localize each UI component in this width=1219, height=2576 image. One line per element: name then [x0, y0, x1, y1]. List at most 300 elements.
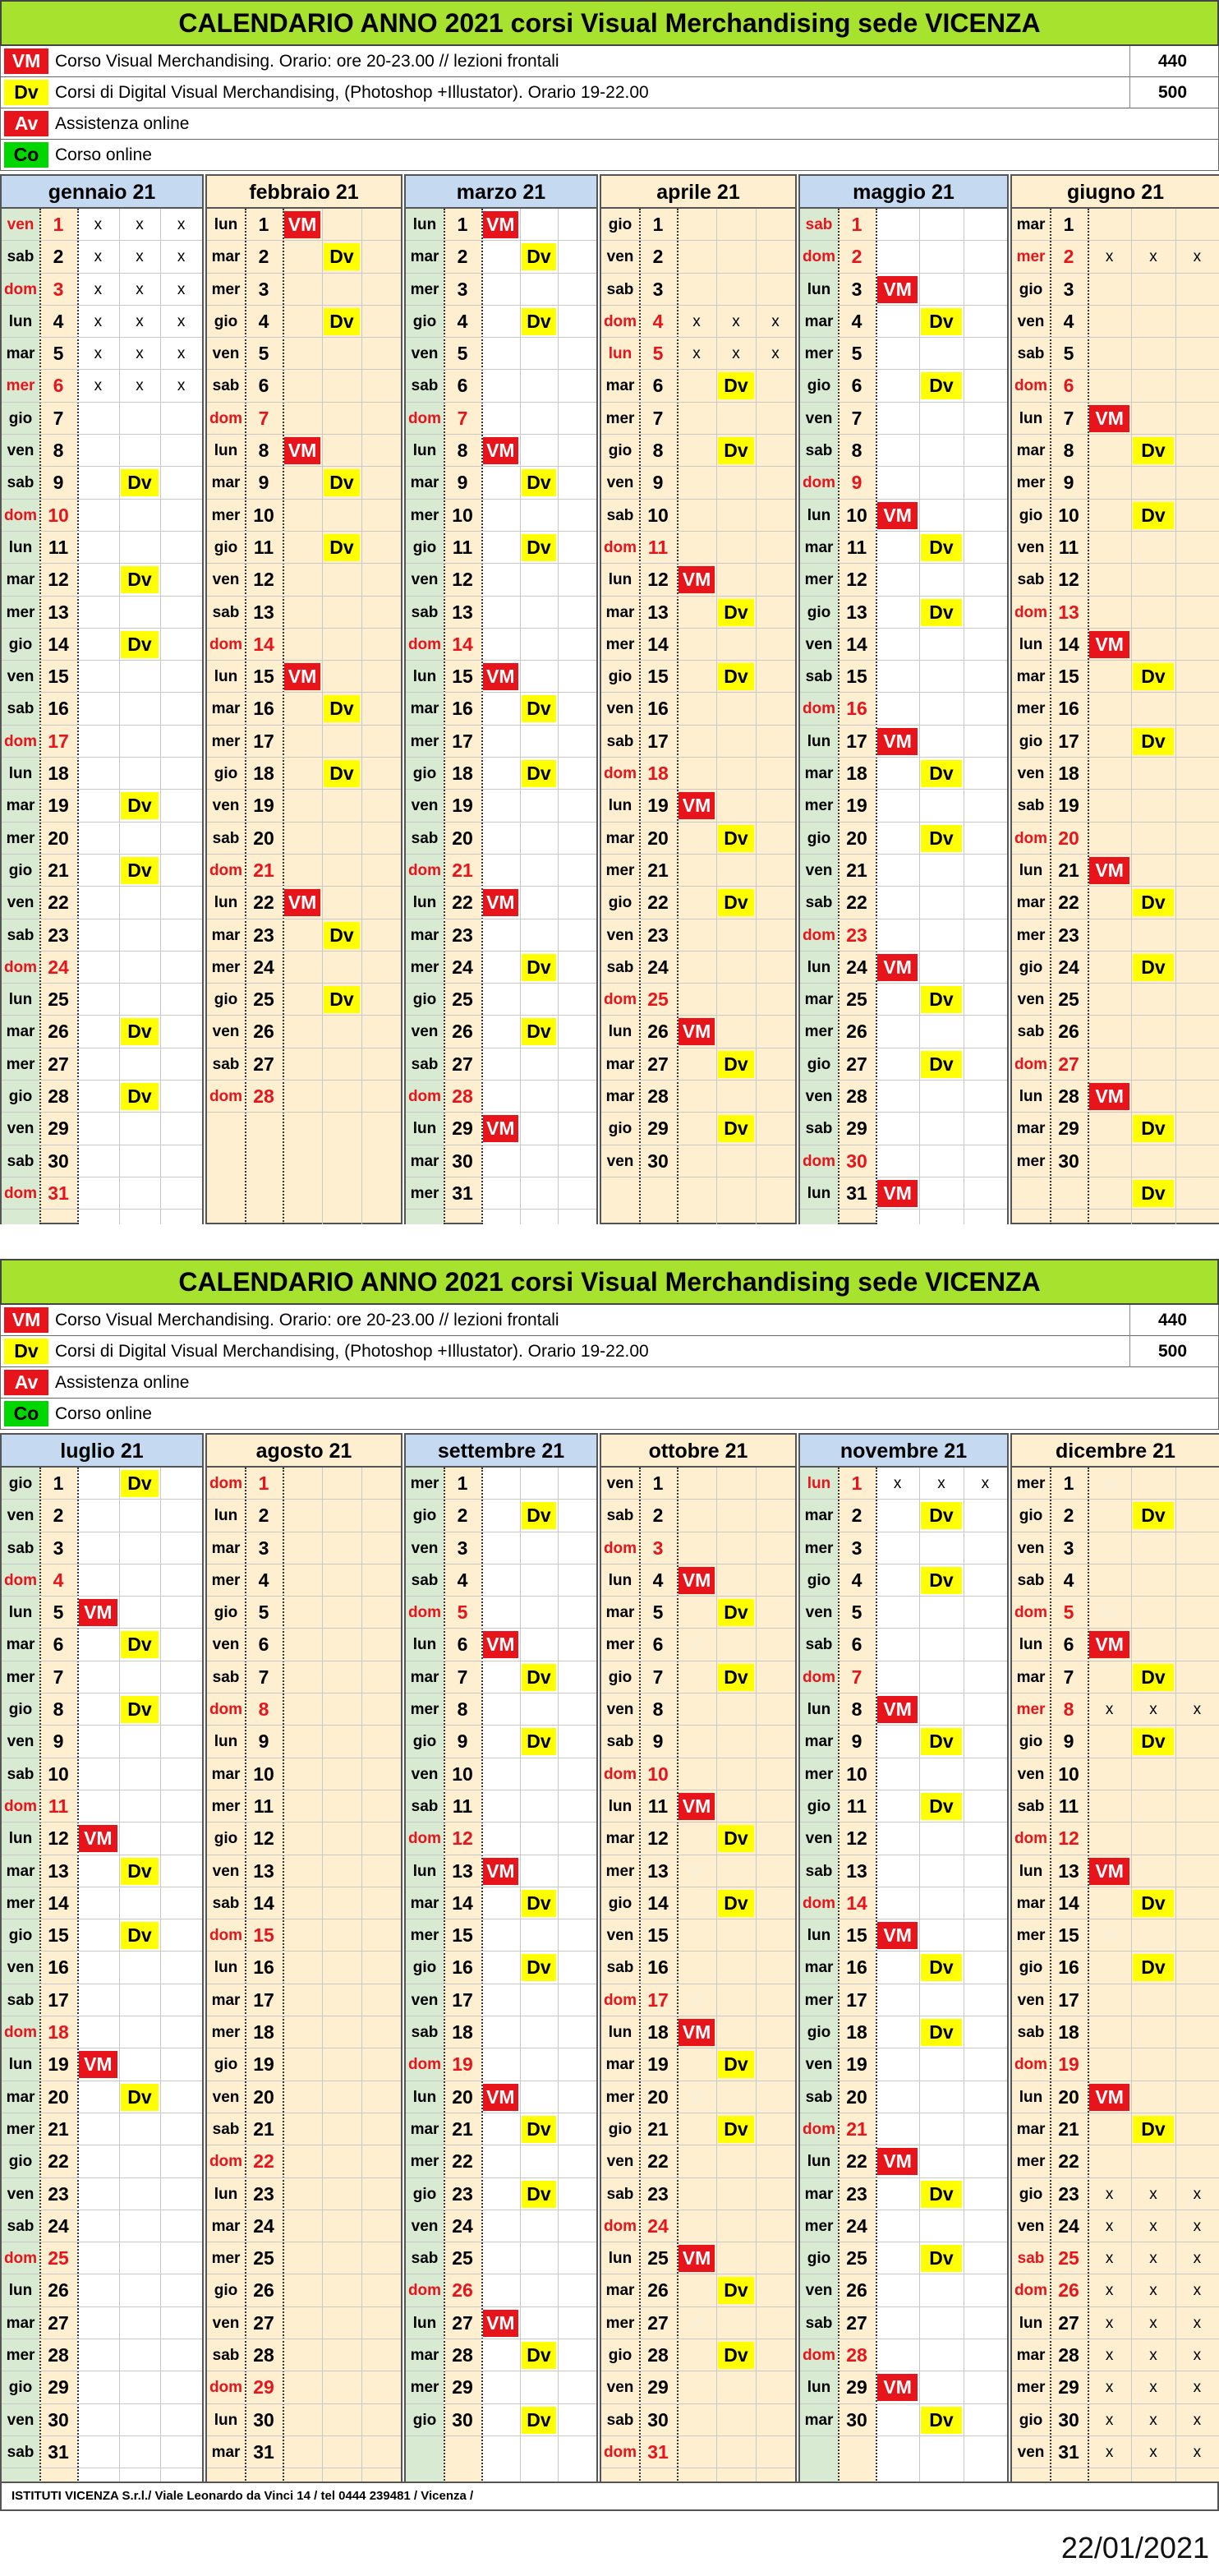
- day-number: 24: [1058, 956, 1079, 978]
- day-number: 30: [452, 1150, 473, 1172]
- day-row: [1012, 823, 1219, 855]
- weekday-label: dom: [1014, 377, 1048, 395]
- vm-lesson-badge: VM: [483, 2084, 518, 2111]
- day-row: [1012, 758, 1219, 790]
- day-number: 3: [258, 278, 269, 300]
- day-row: [601, 661, 795, 693]
- weekday-label: lun: [608, 797, 632, 815]
- day-number: 19: [48, 2053, 69, 2076]
- closed-mark: x: [1105, 2443, 1114, 2461]
- day-number: 6: [851, 375, 862, 397]
- weekday-label: ven: [1017, 991, 1045, 1009]
- day-number: 4: [53, 310, 64, 332]
- day-row: [800, 758, 1007, 790]
- day-row: [601, 1790, 795, 1823]
- weekday-label: sab: [1017, 1023, 1045, 1041]
- weekday-label: ven: [606, 1927, 634, 1945]
- day-row: [406, 2145, 596, 2177]
- day-row: [800, 2178, 1007, 2210]
- day-row: [207, 1952, 401, 1984]
- weekday-label: ven: [1017, 1991, 1045, 2009]
- day-row: [800, 403, 1007, 435]
- vm-lesson-badge: VM: [678, 1567, 715, 1594]
- weekday-label: gio: [608, 2120, 632, 2138]
- day-number: 29: [1058, 1117, 1079, 1140]
- weekday-label: dom: [407, 1830, 442, 1848]
- dv-lesson-badge: Dv: [718, 1664, 754, 1691]
- dv-lesson-badge: Dv: [121, 1018, 159, 1045]
- closed-mark: x: [1149, 2379, 1157, 2397]
- day-row: [2, 500, 202, 532]
- day-number: 28: [48, 1085, 69, 1108]
- day-row: [207, 2210, 401, 2242]
- vm-lesson-badge: VM: [1089, 1631, 1129, 1658]
- day-number: 6: [258, 375, 269, 397]
- day-row: [2, 2436, 202, 2468]
- closed-mark: x: [692, 345, 701, 363]
- closed-mark: x: [136, 377, 144, 395]
- day-row: [207, 2113, 401, 2145]
- weekday-label: sab: [805, 216, 833, 233]
- weekday-label: mer: [605, 861, 635, 879]
- day-number: 23: [48, 924, 69, 946]
- day-row: [1012, 1177, 1219, 1210]
- weekday-label: mer: [605, 2314, 635, 2332]
- day-row: [601, 1016, 795, 1048]
- weekday-label: lun: [608, 2024, 632, 2042]
- day-number: 1: [457, 214, 468, 235]
- day-row: [406, 790, 596, 822]
- day-number: 28: [846, 1085, 867, 1108]
- day-number: 25: [846, 988, 867, 1011]
- faint-mark: VI: [1102, 1475, 1117, 1491]
- legend-hours: 440: [1129, 1305, 1215, 1336]
- day-row: [406, 2307, 596, 2339]
- month-table: [404, 1433, 598, 2483]
- day-number: 6: [457, 375, 468, 397]
- dv-lesson-badge: Dv: [324, 760, 360, 787]
- weekday-label: mer: [605, 1636, 635, 1654]
- dv-lesson-badge: Dv: [1133, 502, 1173, 529]
- vm-lesson-badge: VM: [1089, 857, 1129, 884]
- day-row: [1012, 532, 1219, 564]
- vm-lesson-badge: VM: [877, 728, 918, 755]
- day-row: [1012, 338, 1219, 370]
- legend-description: Corso Visual Merchandising. Orario: ore 20-23.00 // lezioni frontali: [55, 1311, 559, 1329]
- vm-lesson-badge: VM: [483, 1115, 518, 1142]
- day-number: 5: [652, 1601, 664, 1624]
- day-row: [601, 1629, 795, 1661]
- weekday-label: sab: [212, 2347, 240, 2365]
- vm-lesson-badge: VM: [284, 663, 320, 690]
- day-number: 24: [452, 956, 473, 978]
- month-table: [205, 1433, 402, 2483]
- day-number: 4: [53, 1569, 64, 1591]
- day-row: [601, 2371, 795, 2403]
- dv-lesson-badge: Dv: [522, 2116, 557, 2143]
- weekday-label: gio: [412, 2185, 437, 2203]
- day-number: 25: [253, 2247, 274, 2270]
- weekday-label: dom: [802, 700, 836, 718]
- day-row: [406, 887, 596, 919]
- day-row: [601, 790, 795, 822]
- day-row: [2, 2274, 202, 2306]
- weekday-label: mer: [410, 506, 439, 524]
- weekday-label: gio: [807, 829, 831, 847]
- weekday-label: dom: [3, 2024, 38, 2042]
- weekday-label: sab: [7, 474, 34, 492]
- day-number: 15: [1058, 666, 1079, 688]
- day-number: 16: [846, 1956, 867, 1979]
- day-number: 9: [1063, 472, 1074, 494]
- weekday-label: mar: [410, 1894, 439, 1912]
- dv-lesson-badge: Dv: [718, 1051, 754, 1078]
- weekday-label: ven: [212, 2314, 240, 2332]
- day-number: 13: [48, 601, 69, 623]
- day-row: [1012, 629, 1219, 661]
- day-row: [800, 1823, 1007, 1855]
- day-number: 7: [53, 1666, 64, 1688]
- weekday-label: ven: [805, 409, 833, 427]
- day-row: [406, 435, 596, 467]
- day-row: [406, 1952, 596, 1984]
- weekday-label: lun: [214, 1959, 238, 1977]
- day-number: 18: [846, 2021, 867, 2044]
- day-number: 11: [48, 1795, 69, 1817]
- weekday-label: gio: [214, 765, 238, 783]
- weekday-label: gio: [1019, 958, 1043, 976]
- day-row: [207, 2274, 401, 2306]
- day-number: 26: [452, 1021, 473, 1043]
- day-number: 4: [652, 1569, 664, 1591]
- legend-code-badge: Av: [4, 111, 48, 136]
- day-number: 8: [851, 1698, 862, 1721]
- weekday-label: dom: [407, 2056, 442, 2074]
- day-number: 2: [258, 1505, 269, 1527]
- faint-mark: VI: [689, 2314, 704, 2331]
- day-number: 16: [452, 1956, 473, 1979]
- day-number: 24: [48, 956, 69, 978]
- weekday-label: mar: [410, 1668, 439, 1686]
- month-name: aprile 21: [601, 176, 795, 209]
- vm-lesson-badge: VM: [678, 1018, 715, 1045]
- day-row: [207, 597, 401, 629]
- legend-code-badge: Dv: [4, 1339, 48, 1364]
- weekday-label: dom: [802, 1894, 836, 1912]
- day-row: [800, 532, 1007, 564]
- weekday-label: ven: [212, 345, 240, 363]
- day-number: 4: [258, 310, 269, 332]
- day-row: [2, 1016, 202, 1048]
- weekday-label: mer: [6, 2347, 35, 2365]
- day-row: [2, 1145, 202, 1177]
- day-row: [406, 1145, 596, 1177]
- day-number: 26: [846, 1021, 867, 1043]
- dv-lesson-badge: Dv: [1133, 889, 1173, 916]
- dv-lesson-badge: Dv: [121, 631, 159, 658]
- day-row: [406, 823, 596, 855]
- day-row: [207, 693, 401, 725]
- legend-hours: [1129, 140, 1215, 171]
- dv-lesson-badge: Dv: [522, 1664, 557, 1691]
- weekday-label: gio: [412, 991, 437, 1009]
- day-row: [601, 1887, 795, 1919]
- weekday-label: lun: [807, 506, 831, 524]
- day-number: 21: [647, 2117, 669, 2140]
- weekday-label: lun: [8, 312, 33, 330]
- day-row: [2, 1564, 202, 1597]
- weekday-label: mer: [211, 1571, 241, 1589]
- dv-lesson-badge: Dv: [921, 1793, 961, 1820]
- weekday-label: lun: [807, 732, 831, 750]
- day-row: [2, 693, 202, 725]
- day-number: 26: [1058, 2279, 1079, 2302]
- day-row: [2, 1855, 202, 1887]
- legend-code-badge: Av: [4, 1370, 48, 1395]
- weekday-label: ven: [7, 1120, 34, 1138]
- day-row: [1012, 2307, 1219, 2339]
- day-row: [2, 403, 202, 435]
- weekday-label: sab: [7, 1152, 34, 1170]
- day-row: [2, 1597, 202, 1629]
- day-row: [800, 241, 1007, 273]
- day-number: 8: [851, 440, 862, 462]
- day-number: 13: [48, 1859, 69, 1882]
- day-number: 26: [253, 1021, 274, 1043]
- weekday-label: ven: [212, 1023, 240, 1041]
- weekday-label: mer: [804, 797, 834, 815]
- closed-mark: x: [94, 312, 103, 330]
- day-row: [207, 467, 401, 499]
- day-number: 16: [846, 698, 867, 720]
- dv-lesson-badge: Dv: [718, 1890, 754, 1917]
- weekday-label: sab: [606, 506, 634, 524]
- weekday-label: ven: [7, 216, 34, 233]
- dv-lesson-badge: Dv: [1133, 1728, 1173, 1755]
- day-row: [207, 2178, 401, 2210]
- day-row: [800, 1048, 1007, 1081]
- dv-lesson-badge: Dv: [121, 1631, 159, 1658]
- weekday-label: dom: [603, 2217, 637, 2235]
- weekday-label: mar: [605, 2056, 635, 2074]
- weekday-label: dom: [3, 280, 38, 298]
- weekday-label: ven: [606, 926, 634, 944]
- dv-lesson-badge: Dv: [522, 2181, 557, 2208]
- day-row: [601, 693, 795, 725]
- day-row: [800, 661, 1007, 693]
- day-number: 8: [457, 440, 468, 462]
- dv-lesson-badge: Dv: [921, 2245, 961, 2272]
- day-row: [207, 1984, 401, 2016]
- weekday-label: sab: [1017, 797, 1045, 815]
- day-number: 22: [452, 892, 473, 914]
- weekday-label: mar: [1016, 1894, 1046, 1912]
- day-number: 21: [846, 859, 867, 881]
- weekday-label: mar: [6, 571, 35, 589]
- day-row: [601, 1855, 795, 1887]
- day-number: 2: [851, 1505, 862, 1527]
- day-row: [2, 1952, 202, 1984]
- weekday-label: gio: [412, 312, 437, 330]
- day-number: 31: [253, 2440, 274, 2463]
- day-number: 20: [452, 827, 473, 849]
- weekday-label: sab: [411, 377, 439, 395]
- day-row: [800, 1726, 1007, 1758]
- day-number: 13: [452, 601, 473, 623]
- day-number: 9: [457, 472, 468, 494]
- day-row: [800, 2307, 1007, 2339]
- day-number: 17: [452, 730, 473, 752]
- weekday-label: mar: [804, 1959, 834, 1977]
- closed-mark: x: [177, 248, 186, 266]
- day-number: 19: [647, 2053, 669, 2076]
- day-number: 12: [48, 569, 69, 591]
- dv-lesson-badge: Dv: [921, 534, 961, 561]
- dv-lesson-badge: Dv: [921, 1728, 961, 1755]
- dv-lesson-badge: Dv: [522, 695, 557, 722]
- day-row: [800, 2210, 1007, 2242]
- day-row: [601, 2145, 795, 2177]
- weekday-label: mer: [410, 1927, 439, 1945]
- day-row: [2, 1726, 202, 1758]
- day-row: [800, 1661, 1007, 1694]
- day-number: 16: [48, 698, 69, 720]
- day-number: 30: [647, 2408, 669, 2431]
- day-row: [601, 2113, 795, 2145]
- weekday-label: sab: [7, 1991, 34, 2009]
- day-row: [207, 403, 401, 435]
- day-number: 11: [846, 1795, 867, 1817]
- weekday-label: mar: [211, 248, 241, 266]
- closed-mark: x: [94, 377, 103, 395]
- day-row: [2, 209, 202, 241]
- closed-mark: x: [1149, 2443, 1157, 2461]
- day-row: [406, 2016, 596, 2048]
- legend-description: Corso online: [55, 145, 152, 164]
- day-row: [2, 2404, 202, 2436]
- weekday-label: dom: [802, 1668, 836, 1686]
- day-number: 6: [652, 375, 664, 397]
- day-row: [207, 758, 401, 790]
- day-number: 26: [48, 1021, 69, 1043]
- day-row: [207, 1048, 401, 1081]
- day-number: 9: [652, 472, 664, 494]
- weekday-label: sab: [411, 1055, 439, 1073]
- day-row: [1012, 241, 1219, 273]
- weekday-label: lun: [1019, 1862, 1043, 1880]
- day-number: 18: [452, 2021, 473, 2044]
- vm-lesson-badge: VM: [483, 1631, 518, 1658]
- day-number: 27: [48, 1053, 69, 1075]
- dv-lesson-badge: Dv: [921, 308, 961, 335]
- day-row: [1012, 1468, 1219, 1500]
- day-row: [207, 1661, 401, 1694]
- dv-lesson-badge: Dv: [718, 372, 754, 399]
- weekday-label: gio: [412, 1733, 437, 1751]
- weekday-label: sab: [212, 1055, 240, 1073]
- day-row: [601, 338, 795, 370]
- faint-mark: VI: [1102, 1927, 1117, 1944]
- day-row: [2, 532, 202, 564]
- day-number: 31: [846, 1182, 867, 1204]
- legend-row: [0, 1336, 1219, 1367]
- day-number: 3: [851, 278, 862, 300]
- day-row: [2, 919, 202, 952]
- day-row: [207, 2404, 401, 2436]
- day-row: [207, 274, 401, 306]
- dv-lesson-badge: Dv: [522, 2407, 557, 2434]
- weekday-label: sab: [411, 2024, 439, 2042]
- weekday-label: mar: [211, 700, 241, 718]
- weekday-label: lun: [807, 1927, 831, 1945]
- day-number: 19: [846, 795, 867, 817]
- day-row: [601, 403, 795, 435]
- day-row: [2, 306, 202, 338]
- day-row: [207, 1919, 401, 1952]
- weekday-label: mar: [804, 1733, 834, 1751]
- weekday-label: sab: [7, 2443, 34, 2461]
- weekday-label: sab: [411, 2250, 439, 2268]
- day-number: 7: [652, 407, 664, 429]
- day-row: [800, 984, 1007, 1016]
- day-row: [1012, 919, 1219, 952]
- weekday-label: sab: [606, 2411, 634, 2429]
- legend-hours: 500: [1129, 1336, 1215, 1367]
- month-table: [0, 174, 204, 1224]
- day-number: 7: [258, 407, 269, 429]
- weekday-label: mer: [6, 603, 35, 621]
- day-number: 20: [846, 827, 867, 849]
- dv-lesson-badge: Dv: [121, 1470, 159, 1497]
- day-row: [2, 435, 202, 467]
- weekday-label: gio: [214, 2282, 238, 2300]
- day-number: 1: [652, 214, 664, 235]
- day-row: [406, 952, 596, 984]
- day-number: 1: [258, 1472, 269, 1494]
- legend-description: Corsi di Digital Visual Merchandising, (Photoshop +Illustator). Orario 19-22.00: [55, 1342, 649, 1361]
- day-row: [207, 2371, 401, 2403]
- day-number: 2: [652, 246, 664, 268]
- day-row: [207, 1694, 401, 1726]
- day-row: [800, 2048, 1007, 2081]
- day-row: [207, 2339, 401, 2371]
- closed-mark: x: [771, 345, 780, 363]
- day-row: [406, 1694, 596, 1726]
- day-number: 23: [647, 924, 669, 946]
- dv-lesson-badge: Dv: [324, 243, 360, 270]
- weekday-label: mar: [211, 1765, 241, 1783]
- closed-mark: x: [1193, 2314, 1202, 2332]
- day-number: 10: [452, 504, 473, 526]
- month-name: ottobre 21: [601, 1435, 795, 1468]
- weekday-label: mar: [804, 312, 834, 330]
- day-row: [800, 2274, 1007, 2306]
- day-number: 11: [846, 536, 867, 558]
- day-number: 1: [1063, 1472, 1074, 1494]
- day-row: [800, 338, 1007, 370]
- day-number: 29: [647, 2376, 669, 2399]
- day-row: [406, 1919, 596, 1952]
- day-row: [800, 1629, 1007, 1661]
- dv-lesson-badge: Dv: [718, 2277, 754, 2304]
- weekday-label: gio: [8, 1701, 33, 1719]
- weekday-label: mar: [605, 829, 635, 847]
- day-row: [800, 1952, 1007, 1984]
- day-row: [601, 1081, 795, 1113]
- weekday-label: lun: [807, 1701, 831, 1719]
- day-number: 14: [452, 1892, 473, 1914]
- weekday-label: mar: [211, 474, 241, 492]
